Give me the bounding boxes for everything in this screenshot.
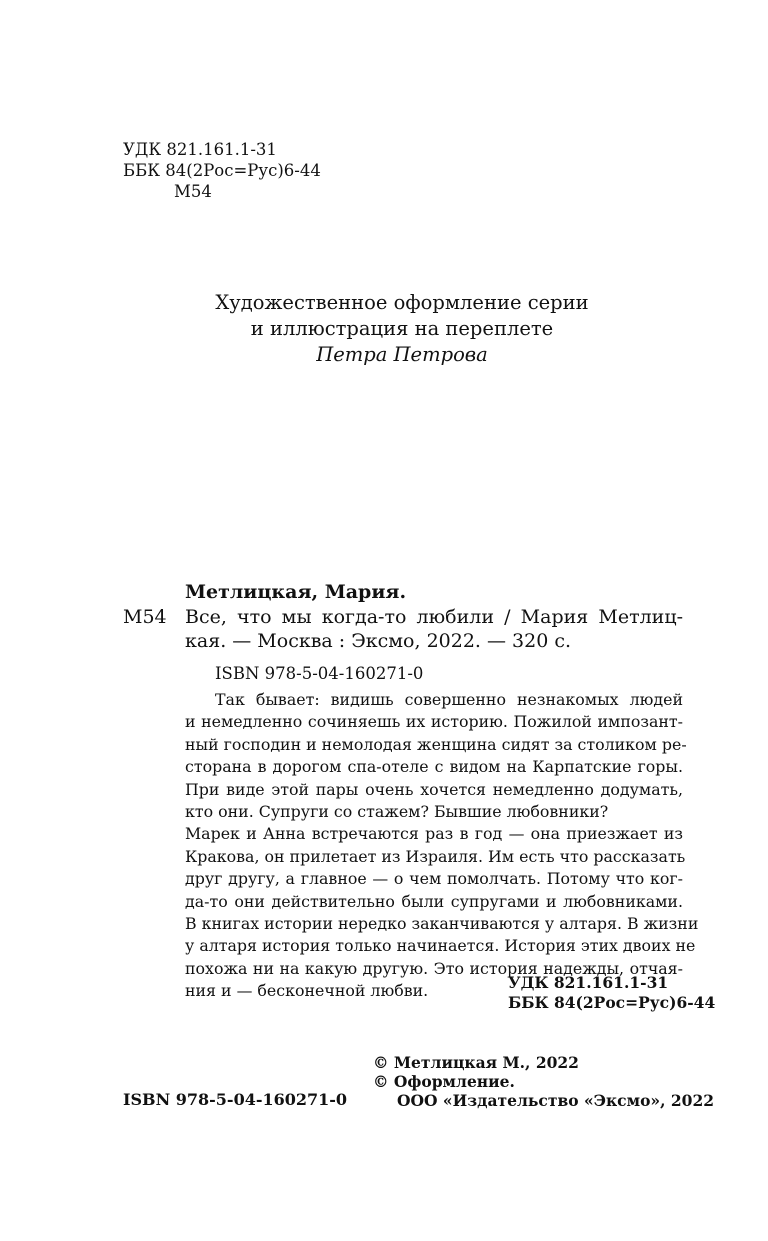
bibliographic-author-mark: М54 [123, 606, 167, 628]
annotation-line: кто они. Супруги со стажем? Бывшие любовники? [185, 802, 609, 822]
bibliographic-description [185, 605, 683, 653]
annotation-line: сторана в дорогом спа-отеле с видом на Карпатские горы. [185, 757, 683, 777]
udk-code: УДК 821.161.1-31 [123, 140, 277, 159]
copyright-design: © Оформление. [373, 1072, 515, 1091]
credits-line-1: Художественное оформление серии [215, 291, 589, 314]
bibliographic-author: Метлицкая, Мария. [185, 581, 407, 603]
annotation-line: ния и — бесконечной любви. [185, 981, 429, 1001]
classification-codes-top [123, 139, 321, 202]
annotation-line: В книгах истории нередко заканчиваются у алтаря. В жизни [185, 914, 699, 934]
annotation-line: ный господин и немолодая женщина сидят за столиком ре- [185, 734, 687, 754]
bbk-code-bottom: ББК 84(2Рос=Рус)6-44 [508, 993, 716, 1012]
annotation-line: у алтаря история только начинается. История этих двоих не [185, 936, 696, 956]
copyright-author: © Метлицкая М., 2022 [373, 1053, 579, 1072]
udk-code-bottom: УДК 821.161.1-31 [508, 973, 669, 992]
annotation-line: похожа ни на какую другую. Это история надежды, отчая- [185, 958, 683, 978]
book-annotation [185, 689, 699, 1003]
classification-codes-bottom [508, 973, 715, 1013]
copyright-publisher: ООО «Издательство «Эксмо», 2022 [397, 1091, 715, 1110]
bbk-code: ББК 84(2Рос=Рус)6-44 [123, 161, 321, 180]
author-mark: М54 [174, 182, 212, 201]
isbn-record: ISBN 978-5-04-160271-0 [215, 664, 424, 683]
annotation-line: да-то они действительно были супругами и любовниками. [185, 891, 683, 911]
annotation-line: Кракова, он прилетает из Израиля. Им есть что рассказать [185, 846, 686, 866]
annotation-line: При виде этой пары очень хочется немедленно додумать, [185, 779, 683, 799]
credits-line-2: и иллюстрация на переплете [250, 317, 554, 340]
bibliographic-line-2: кая. — Москва : Эксмо, 2022. — 320 с. [185, 630, 572, 652]
annotation-line: Марек и Анна встречаются раз в год — она приезжает из [185, 824, 683, 844]
annotation-line: друг другу, а главное — о чем помолчать. Потому что ког- [185, 869, 683, 889]
illustrator-name: Петра Петрова [316, 343, 488, 366]
annotation-line: и немедленно сочиняешь их историю. Пожилой импозант- [185, 712, 683, 732]
bibliographic-line-1: Все, что мы когда-то любили / Мария Метлиц- [185, 606, 683, 628]
annotation-line: Так бывает: видишь совершенно незнакомых людей [215, 690, 683, 709]
copyright-block [373, 1053, 714, 1110]
design-credits [150, 290, 654, 368]
isbn-bottom: ISBN 978-5-04-160271-0 [123, 1090, 348, 1109]
